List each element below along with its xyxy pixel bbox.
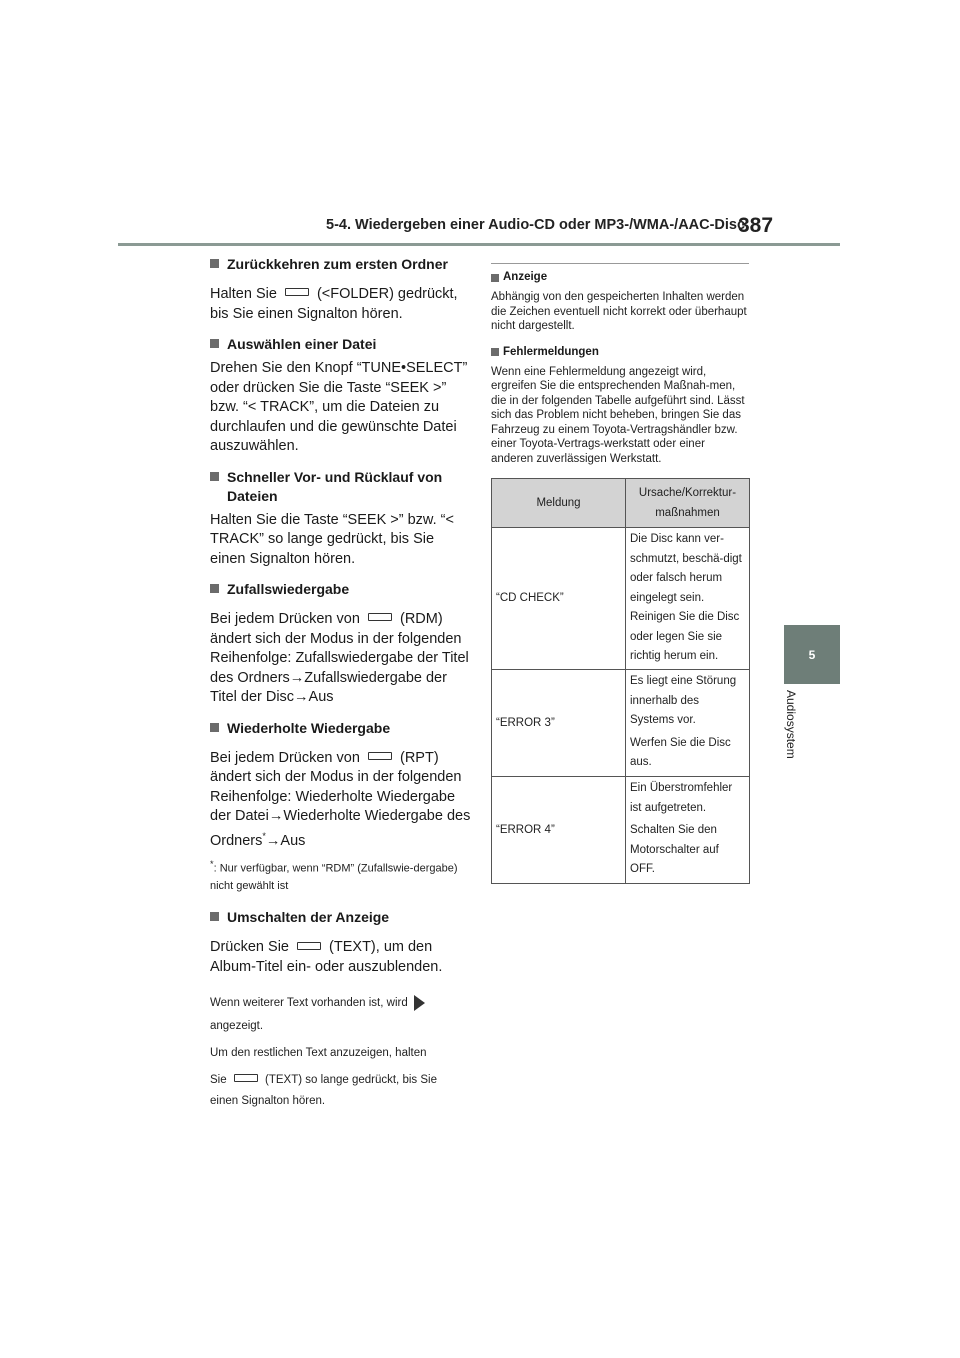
section-heading: Zufallswiedergabe: [210, 580, 472, 599]
table-cell-cause: Ein Überstromfehler ist aufgetreten. Schalten Sie den Motorschalter auf OFF.: [626, 776, 750, 883]
page-number: 387: [738, 214, 774, 237]
section-heading: Auswählen einer Datei: [210, 335, 472, 354]
button-icon: [368, 752, 392, 760]
square-bullet-icon: [491, 348, 499, 356]
section-heading: Zurückkehren zum ersten Ordner: [210, 255, 472, 274]
note-line: Um den restlichen Text anzuzeigen, halten: [210, 1047, 427, 1060]
chapter-tab: [784, 625, 840, 684]
right-column: [491, 263, 749, 884]
info-heading: Anzeige: [491, 270, 749, 285]
column-header: Ursache/Korrektur-maßnahmen: [626, 479, 750, 528]
left-column: [210, 255, 472, 1111]
error-table: [491, 478, 750, 884]
square-bullet-icon: [210, 912, 219, 921]
note-line: angezeigt.: [210, 1020, 264, 1033]
info-heading: Fehlermeldungen: [491, 345, 749, 360]
button-icon: [285, 288, 309, 296]
paragraph: Bei jedem Drücken von (RPT) ändert sich der Modus in der folgenden Reihenfolge: Wiederholte Wiedergabe der Datei→Wiederholte Wiedergabe des Ordners*→Aus: [210, 749, 471, 849]
column-header: Meldung: [492, 479, 626, 528]
table-cell-cause: Es liegt eine Störung innerhalb des Systems vor. Werfen Sie die Disc aus.: [626, 669, 750, 776]
table-cell-cause: Die Disc kann ver-schmutzt, beschä-digt oder falsch herum eingelegt sein. Reinigen Sie die Disc oder legen Sie sie richtig herum ein.: [626, 528, 750, 670]
table-row: [492, 669, 750, 776]
paragraph: Drücken Sie (TEXT), um den Album-Titel ein- oder auszublenden.: [210, 939, 443, 975]
chapter-label-container: [782, 690, 806, 800]
info-paragraph: Wenn eine Fehlermeldung angezeigt wird, ergreifen Sie die entsprechenden Maßnah-men, die in der folgenden Tabelle aufgeführt sind. Lässt sich das Problem nicht beheben, bringen Sie das Fahrzeug zu einem Toyota-Vertragshändler bzw. einer Toyota-Vertrags-werkstatt oder einer anderen zuverlässigen Werkstatt.: [491, 365, 745, 465]
square-bullet-icon: [210, 339, 219, 348]
table-row: [492, 528, 750, 670]
note-line: Wenn weiterer Text vorhanden ist, wird: [210, 993, 472, 1013]
section-heading: Umschalten der Anzeige: [210, 908, 472, 927]
section-heading: Schneller Vor- und Rücklauf von Dateien: [210, 468, 472, 506]
button-icon: [368, 613, 392, 621]
chapter-number: 5: [808, 647, 816, 662]
table-cell-message: “ERROR 4”: [492, 776, 626, 883]
note-line: einen Signalton hören.: [210, 1095, 326, 1108]
section-heading: Wiederholte Wiedergabe: [210, 719, 472, 738]
square-bullet-icon: [210, 723, 219, 732]
section-title: 5-4. Wiedergeben einer Audio-CD oder MP3-/WMA-/AAC-Disc: [326, 217, 746, 233]
square-bullet-icon: [491, 274, 499, 282]
section-divider: [491, 263, 749, 264]
paragraph: Bei jedem Drücken von (RDM) ändert sich der Modus in der folgenden Reihenfolge: Zufallswiedergabe der Titel des Ordners→Zufallswiedergabe der Titel der Disc→Aus: [210, 611, 469, 705]
paragraph: Halten Sie die Taste “SEEK >” bzw. “< TRACK” so lange gedrückt, bis Sie einen Signalton hören.: [210, 511, 454, 567]
button-icon: [234, 1074, 258, 1082]
table-header-row: [492, 479, 750, 528]
paragraph: Halten Sie (<FOLDER) gedrückt, bis Sie einen Signalton hören.: [210, 286, 458, 322]
table-row: [492, 776, 750, 883]
paragraph: Drehen Sie den Knopf “TUNE•SELECT” oder drücken Sie die Taste “SEEK >” bzw. “< TRACK”, um die Dateien zu durchlaufen und die gewünschte Datei auszuwählen.: [210, 360, 468, 454]
table-cell-message: “ERROR 3”: [492, 669, 626, 776]
play-arrow-icon: [414, 995, 425, 1011]
header-divider: [118, 243, 840, 246]
chapter-label: Audiosystem: [784, 690, 798, 759]
footnote: *: Nur verfügbar, wenn “RDM” (Zufallswie-dergabe) nicht gewählt ist: [210, 858, 458, 893]
square-bullet-icon: [210, 472, 219, 481]
note-line: Sie (TEXT) so lange gedrückt, bis Sie: [210, 1074, 437, 1087]
info-paragraph: Abhängig von den gespeicherten Inhalten werden die Zeichen eventuell nicht korrekt oder überhaupt nicht dargestellt.: [491, 291, 747, 332]
table-cell-message: “CD CHECK”: [492, 528, 626, 670]
button-icon: [297, 942, 321, 950]
square-bullet-icon: [210, 259, 219, 268]
square-bullet-icon: [210, 584, 219, 593]
